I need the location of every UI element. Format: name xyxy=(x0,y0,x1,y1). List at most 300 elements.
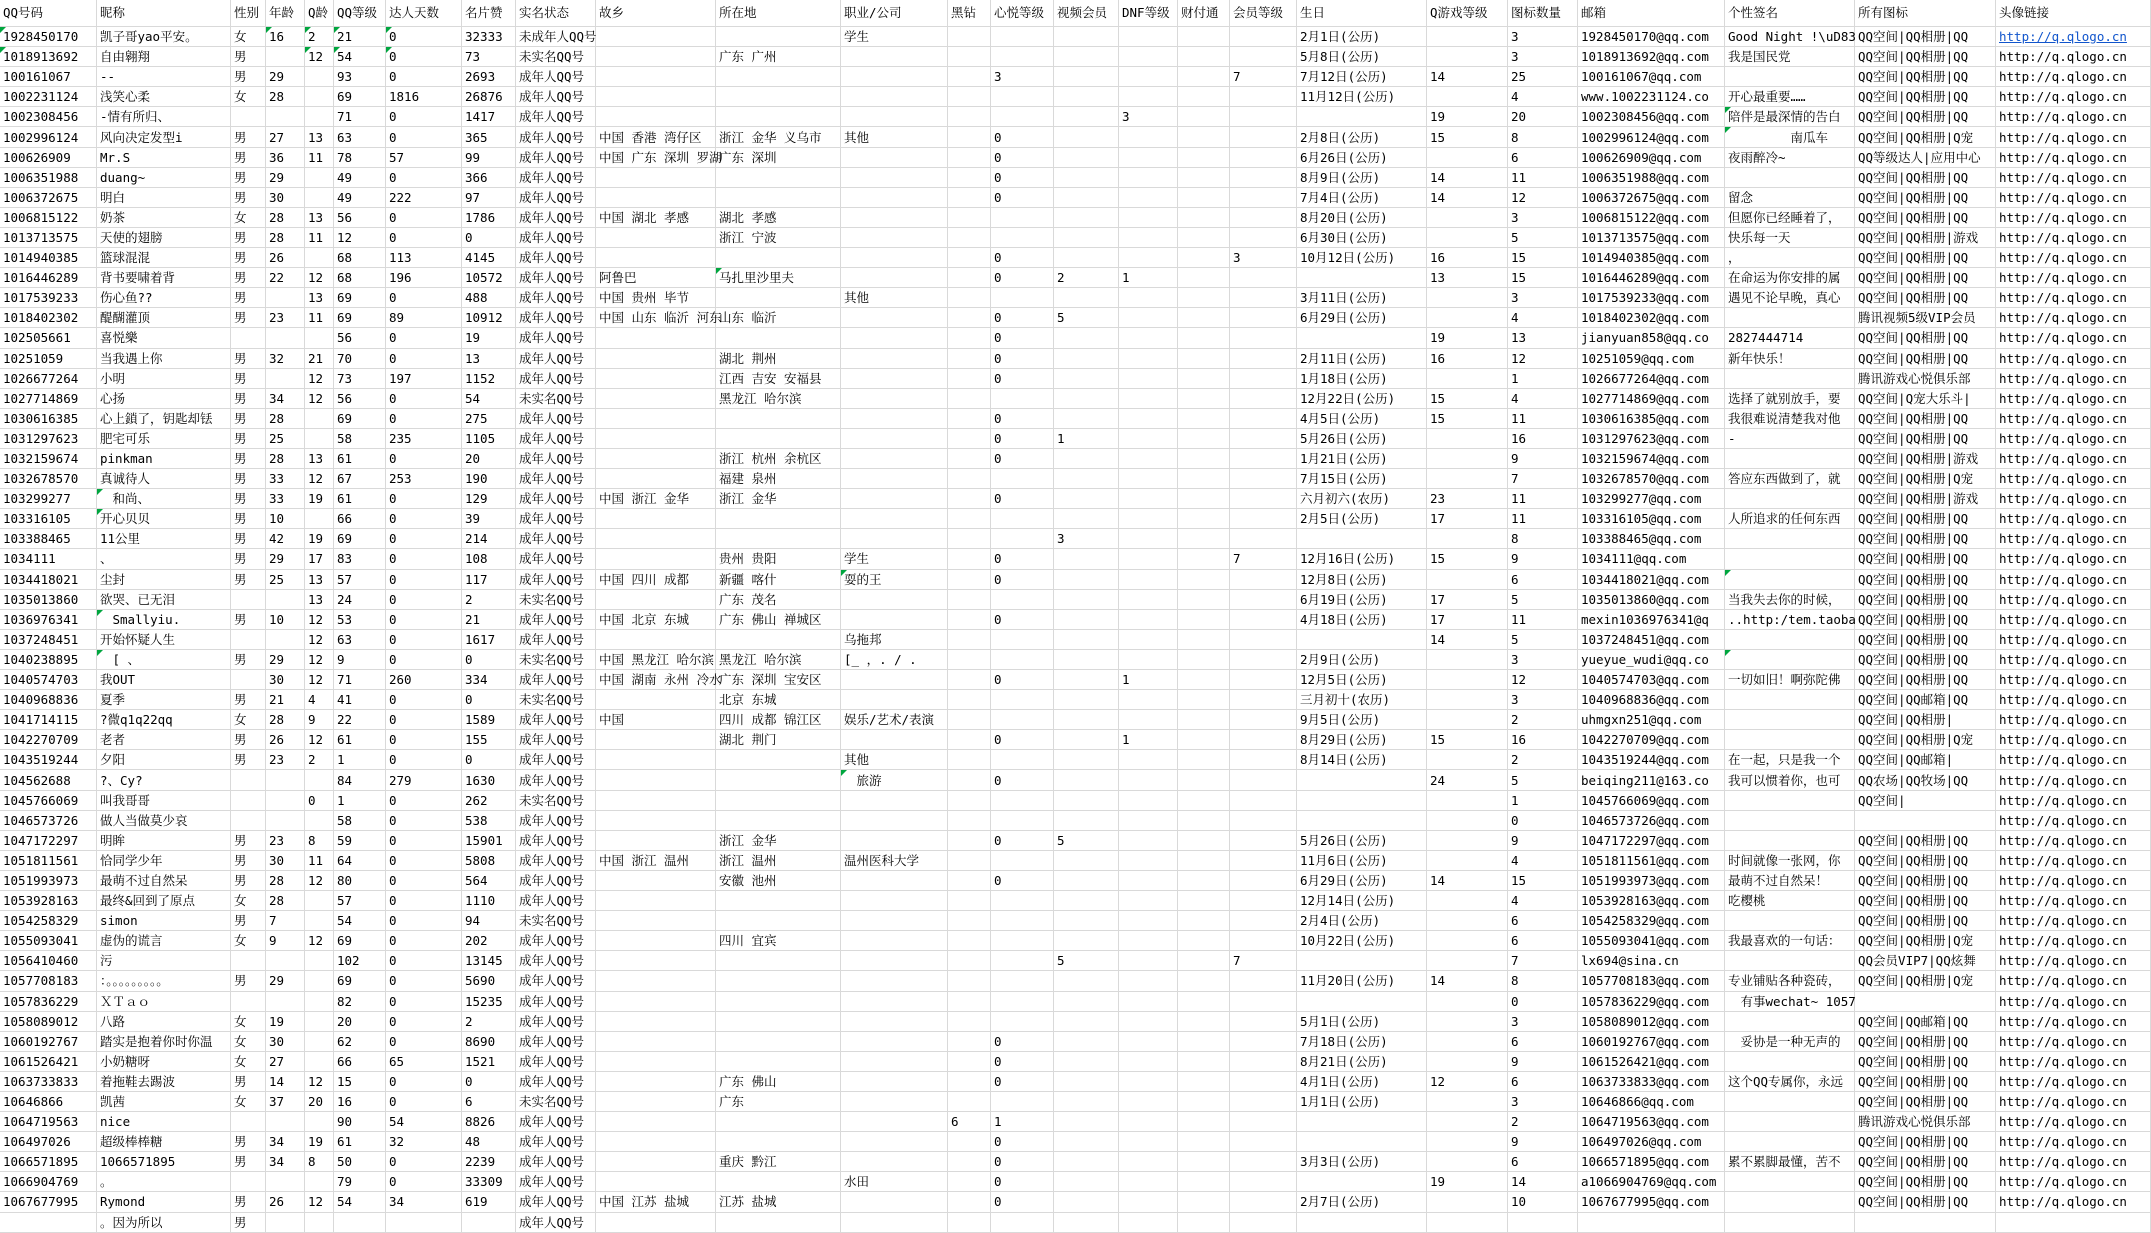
cell-dnf[interactable] xyxy=(1119,148,1178,168)
cell-vip[interactable] xyxy=(1230,449,1297,469)
cell-dnf[interactable] xyxy=(1119,770,1178,790)
cell-job[interactable]: 耍的王 xyxy=(841,570,948,590)
cell-zan[interactable]: 73 xyxy=(462,47,516,67)
cell-dnf[interactable] xyxy=(1119,951,1178,971)
cell-iconn[interactable]: 9 xyxy=(1508,449,1578,469)
cell-vip[interactable] xyxy=(1230,690,1297,710)
cell-level[interactable] xyxy=(334,1213,386,1233)
cell-dnf[interactable] xyxy=(1119,349,1178,369)
cell-bday[interactable]: 4月1日(公历) xyxy=(1297,1072,1427,1092)
cell-heizuan[interactable] xyxy=(948,489,991,509)
cell-sex[interactable]: 男 xyxy=(231,871,266,891)
cell-job[interactable] xyxy=(841,429,948,449)
cell-zan[interactable]: 2693 xyxy=(462,67,516,87)
cell-cft[interactable] xyxy=(1178,87,1230,107)
cell-dnf[interactable] xyxy=(1119,47,1178,67)
cell-zan[interactable]: 0 xyxy=(462,750,516,770)
cell-qq[interactable]: 1040238895 xyxy=(0,650,97,670)
cell-sig[interactable] xyxy=(1725,1132,1855,1152)
cell-email[interactable]: 1018402302@qq.com xyxy=(1578,308,1725,328)
cell-zan[interactable]: 8826 xyxy=(462,1112,516,1132)
cell-loc[interactable]: 湖北 荆州 xyxy=(716,349,841,369)
cell-zan[interactable]: 488 xyxy=(462,288,516,308)
cell-age[interactable]: 28 xyxy=(266,87,305,107)
cell-cft[interactable] xyxy=(1178,891,1230,911)
avatar-link-cell[interactable]: http://q.qlogo.cn xyxy=(1996,951,2151,971)
cell-email[interactable]: 100161067@qq.com xyxy=(1578,67,1725,87)
cell-iconn[interactable]: 6 xyxy=(1508,911,1578,931)
cell-nick[interactable]: ＸＴａｏ xyxy=(97,992,231,1012)
cell-email[interactable]: mexin1036976341@q xyxy=(1578,610,1725,630)
cell-allicons[interactable]: QQ空间|QQ相册|Q宠 xyxy=(1855,730,1996,750)
cell-cft[interactable] xyxy=(1178,791,1230,811)
cell-dnf[interactable] xyxy=(1119,590,1178,610)
cell-sex[interactable]: 男 xyxy=(231,851,266,871)
cell-cft[interactable] xyxy=(1178,670,1230,690)
cell-level[interactable]: 69 xyxy=(334,931,386,951)
cell-loc[interactable] xyxy=(716,107,841,127)
cell-qage[interactable] xyxy=(305,1112,334,1132)
cell-qage[interactable]: 19 xyxy=(305,1132,334,1152)
cell-xinyue[interactable]: 0 xyxy=(991,489,1054,509)
cell-video[interactable] xyxy=(1054,971,1119,991)
cell-bday[interactable] xyxy=(1297,1172,1427,1192)
cell-video[interactable] xyxy=(1054,469,1119,489)
cell-job[interactable] xyxy=(841,148,948,168)
cell-xinyue[interactable] xyxy=(991,710,1054,730)
cell-video[interactable] xyxy=(1054,690,1119,710)
cell-video[interactable] xyxy=(1054,188,1119,208)
cell-nick[interactable]: 浅笑心柔 xyxy=(97,87,231,107)
cell-job[interactable] xyxy=(841,971,948,991)
cell-email[interactable]: 1016446289@qq.com xyxy=(1578,268,1725,288)
cell-daren[interactable]: 0 xyxy=(386,27,462,47)
cell-dnf[interactable] xyxy=(1119,630,1178,650)
cell-job[interactable] xyxy=(841,1112,948,1132)
avatar-link-cell[interactable]: http://q.qlogo.cn xyxy=(1996,750,2151,770)
cell-qq[interactable]: 1067677995 xyxy=(0,1192,97,1212)
cell-zan[interactable]: 10572 xyxy=(462,268,516,288)
cell-loc[interactable] xyxy=(716,429,841,449)
cell-loc[interactable]: 贵州 贵阳 xyxy=(716,549,841,569)
cell-heizuan[interactable] xyxy=(948,328,991,348)
cell-loc[interactable] xyxy=(716,1112,841,1132)
cell-email[interactable]: a1066904769@qq.com xyxy=(1578,1172,1725,1192)
cell-xinyue[interactable]: 0 xyxy=(991,268,1054,288)
cell-nick[interactable]: 我OUT xyxy=(97,670,231,690)
cell-level[interactable]: 62 xyxy=(334,1032,386,1052)
cell-zan[interactable]: 334 xyxy=(462,670,516,690)
cell-email[interactable]: 1032678570@qq.com xyxy=(1578,469,1725,489)
cell-real[interactable]: 未实名QQ号 xyxy=(516,590,596,610)
cell-xinyue[interactable] xyxy=(991,931,1054,951)
cell-heizuan[interactable] xyxy=(948,770,991,790)
cell-video[interactable] xyxy=(1054,570,1119,590)
cell-heizuan[interactable] xyxy=(948,288,991,308)
cell-sex[interactable]: 男 xyxy=(231,429,266,449)
cell-home[interactable] xyxy=(596,228,716,248)
column-header-iconn[interactable]: 图标数量 xyxy=(1508,0,1578,27)
cell-iconn[interactable]: 15 xyxy=(1508,248,1578,268)
cell-level[interactable]: 67 xyxy=(334,469,386,489)
cell-home[interactable] xyxy=(596,27,716,47)
cell-iconn[interactable]: 3 xyxy=(1508,1092,1578,1112)
cell-vip[interactable] xyxy=(1230,1072,1297,1092)
cell-bday[interactable]: 11月12日(公历) xyxy=(1297,87,1427,107)
cell-qgame[interactable]: 14 xyxy=(1427,971,1508,991)
cell-xinyue[interactable] xyxy=(991,469,1054,489)
cell-qq[interactable]: 1061526421 xyxy=(0,1052,97,1072)
cell-vip[interactable] xyxy=(1230,349,1297,369)
cell-cft[interactable] xyxy=(1178,469,1230,489)
cell-video[interactable] xyxy=(1054,590,1119,610)
cell-home[interactable]: 中国 贵州 毕节 xyxy=(596,288,716,308)
cell-video[interactable]: 3 xyxy=(1054,529,1119,549)
cell-real[interactable]: 成年人QQ号 xyxy=(516,931,596,951)
cell-email[interactable]: 1035013860@qq.com xyxy=(1578,590,1725,610)
cell-iconn[interactable]: 3 xyxy=(1508,690,1578,710)
cell-allicons[interactable]: QQ空间|QQ相册|Q宠 xyxy=(1855,469,1996,489)
cell-qq[interactable]: 1058089012 xyxy=(0,1012,97,1032)
cell-heizuan[interactable] xyxy=(948,871,991,891)
cell-loc[interactable] xyxy=(716,911,841,931)
cell-nick[interactable]: 超级棒棒糖 xyxy=(97,1132,231,1152)
cell-dnf[interactable] xyxy=(1119,690,1178,710)
cell-email[interactable]: 1006372675@qq.com xyxy=(1578,188,1725,208)
cell-home[interactable] xyxy=(596,690,716,710)
cell-real[interactable]: 未实名QQ号 xyxy=(516,911,596,931)
cell-vip[interactable] xyxy=(1230,1112,1297,1132)
cell-loc[interactable] xyxy=(716,67,841,87)
cell-video[interactable] xyxy=(1054,730,1119,750)
cell-real[interactable]: 成年人QQ号 xyxy=(516,1132,596,1152)
cell-xinyue[interactable] xyxy=(991,208,1054,228)
cell-heizuan[interactable] xyxy=(948,610,991,630)
cell-real[interactable]: 成年人QQ号 xyxy=(516,1192,596,1212)
cell-age[interactable]: 42 xyxy=(266,529,305,549)
cell-sex[interactable]: 女 xyxy=(231,27,266,47)
cell-heizuan[interactable] xyxy=(948,549,991,569)
cell-xinyue[interactable] xyxy=(991,1213,1054,1233)
avatar-link-cell[interactable]: http://q.qlogo.cn xyxy=(1996,1072,2151,1092)
cell-iconn[interactable]: 8 xyxy=(1508,529,1578,549)
cell-video[interactable]: 2 xyxy=(1054,268,1119,288)
cell-xinyue[interactable]: 0 xyxy=(991,871,1054,891)
cell-heizuan[interactable] xyxy=(948,228,991,248)
cell-age[interactable]: 9 xyxy=(266,931,305,951)
cell-iconn[interactable]: 0 xyxy=(1508,992,1578,1012)
cell-loc[interactable]: 浙江 杭州 余杭区 xyxy=(716,449,841,469)
cell-xinyue[interactable]: 0 xyxy=(991,1052,1054,1072)
avatar-link-cell[interactable]: http://q.qlogo.cn xyxy=(1996,168,2151,188)
cell-daren[interactable]: 253 xyxy=(386,469,462,489)
cell-zan[interactable]: 0 xyxy=(462,228,516,248)
cell-xinyue[interactable] xyxy=(991,529,1054,549)
cell-qq[interactable]: 1035013860 xyxy=(0,590,97,610)
cell-qage[interactable]: 12 xyxy=(305,730,334,750)
cell-job[interactable] xyxy=(841,188,948,208)
cell-job[interactable]: 学生 xyxy=(841,27,948,47)
cell-allicons[interactable]: QQ空间|QQ相册|QQ xyxy=(1855,107,1996,127)
cell-nick[interactable]: 八路 xyxy=(97,1012,231,1032)
cell-cft[interactable] xyxy=(1178,971,1230,991)
cell-age[interactable]: 30 xyxy=(266,670,305,690)
cell-zan[interactable]: 48 xyxy=(462,1132,516,1152)
cell-cft[interactable] xyxy=(1178,911,1230,931)
cell-heizuan[interactable] xyxy=(948,811,991,831)
cell-age[interactable]: 34 xyxy=(266,1132,305,1152)
cell-home[interactable]: 中国 黑龙江 哈尔滨 xyxy=(596,650,716,670)
cell-vip[interactable] xyxy=(1230,971,1297,991)
cell-qq[interactable]: 1051811561 xyxy=(0,851,97,871)
cell-level[interactable]: 24 xyxy=(334,590,386,610)
cell-age[interactable]: 26 xyxy=(266,248,305,268)
cell-heizuan[interactable] xyxy=(948,931,991,951)
cell-qq[interactable]: 1006351988 xyxy=(0,168,97,188)
cell-email[interactable]: 1058089012@qq.com xyxy=(1578,1012,1725,1032)
cell-email[interactable]: 103299277@qq.com xyxy=(1578,489,1725,509)
cell-age[interactable]: 34 xyxy=(266,1152,305,1172)
cell-home[interactable] xyxy=(596,1092,716,1112)
cell-iconn[interactable]: 11 xyxy=(1508,489,1578,509)
cell-real[interactable]: 成年人QQ号 xyxy=(516,971,596,991)
avatar-link-cell[interactable]: http://q.qlogo.cn xyxy=(1996,1192,2151,1212)
column-header-qage[interactable]: Q龄 xyxy=(305,0,334,27)
cell-xinyue[interactable] xyxy=(991,791,1054,811)
cell-qq[interactable]: 1928450170 xyxy=(0,27,97,47)
avatar-link-cell[interactable]: http://q.qlogo.cn xyxy=(1996,1132,2151,1152)
cell-sig[interactable] xyxy=(1725,630,1855,650)
cell-dnf[interactable] xyxy=(1119,1012,1178,1032)
cell-job[interactable] xyxy=(841,931,948,951)
cell-zan[interactable]: 2239 xyxy=(462,1152,516,1172)
cell-zan[interactable]: 19 xyxy=(462,328,516,348)
cell-email[interactable]: 10646866@qq.com xyxy=(1578,1092,1725,1112)
cell-sex[interactable]: 男 xyxy=(231,369,266,389)
cell-sex[interactable]: 男 xyxy=(231,650,266,670)
cell-real[interactable]: 未成年人QQ号 xyxy=(516,27,596,47)
cell-qage[interactable]: 12 xyxy=(305,389,334,409)
cell-heizuan[interactable] xyxy=(948,1012,991,1032)
cell-sig[interactable] xyxy=(1725,1012,1855,1032)
cell-heizuan[interactable] xyxy=(948,449,991,469)
cell-cft[interactable] xyxy=(1178,47,1230,67)
cell-sig[interactable]: 累不累脚最懂，苦不 xyxy=(1725,1152,1855,1172)
cell-dnf[interactable]: 1 xyxy=(1119,670,1178,690)
cell-dnf[interactable] xyxy=(1119,811,1178,831)
cell-iconn[interactable]: 13 xyxy=(1508,328,1578,348)
cell-iconn[interactable]: 25 xyxy=(1508,67,1578,87)
cell-qage[interactable]: 21 xyxy=(305,349,334,369)
cell-home[interactable]: 中国 山东 临沂 河东 xyxy=(596,308,716,328)
cell-real[interactable]: 成年人QQ号 xyxy=(516,1052,596,1072)
cell-allicons[interactable]: QQ空间|QQ相册|QQ xyxy=(1855,570,1996,590)
cell-daren[interactable]: 0 xyxy=(386,228,462,248)
cell-xinyue[interactable]: 0 xyxy=(991,248,1054,268)
cell-qq[interactable]: 1042270709 xyxy=(0,730,97,750)
cell-zan[interactable]: 4145 xyxy=(462,248,516,268)
column-header-dnf[interactable]: DNF等级 xyxy=(1119,0,1178,27)
cell-level[interactable]: 49 xyxy=(334,168,386,188)
cell-job[interactable] xyxy=(841,409,948,429)
cell-sex[interactable]: 男 xyxy=(231,549,266,569)
cell-age[interactable] xyxy=(266,630,305,650)
cell-qq[interactable]: 100161067 xyxy=(0,67,97,87)
cell-xinyue[interactable] xyxy=(991,690,1054,710)
cell-job[interactable] xyxy=(841,1192,948,1212)
cell-iconn[interactable]: 11 xyxy=(1508,409,1578,429)
cell-nick[interactable]: 心扬 xyxy=(97,389,231,409)
cell-home[interactable] xyxy=(596,409,716,429)
cell-qq[interactable]: 1034111 xyxy=(0,549,97,569)
cell-nick[interactable]: 当我遇上你 xyxy=(97,349,231,369)
cell-sex[interactable]: 男 xyxy=(231,971,266,991)
cell-qgame[interactable] xyxy=(1427,1132,1508,1152)
cell-video[interactable] xyxy=(1054,931,1119,951)
cell-level[interactable]: 61 xyxy=(334,1132,386,1152)
cell-allicons[interactable] xyxy=(1855,1213,1996,1233)
cell-home[interactable] xyxy=(596,328,716,348)
cell-qgame[interactable] xyxy=(1427,87,1508,107)
cell-bday[interactable]: 10月22日(公历) xyxy=(1297,931,1427,951)
cell-qq[interactable]: 1031297623 xyxy=(0,429,97,449)
cell-allicons[interactable]: QQ空间|QQ相册|QQ xyxy=(1855,87,1996,107)
cell-heizuan[interactable] xyxy=(948,127,991,147)
cell-qq[interactable]: 1043519244 xyxy=(0,750,97,770)
cell-zan[interactable]: 2 xyxy=(462,590,516,610)
cell-qgame[interactable] xyxy=(1427,1112,1508,1132)
cell-home[interactable] xyxy=(596,529,716,549)
cell-real[interactable]: 成年人QQ号 xyxy=(516,328,596,348)
cell-qq[interactable]: 1057836229 xyxy=(0,992,97,1012)
avatar-link-cell[interactable]: http://q.qlogo.cn xyxy=(1996,1012,2151,1032)
cell-sex[interactable]: 男 xyxy=(231,1132,266,1152)
cell-level[interactable]: 78 xyxy=(334,148,386,168)
cell-heizuan[interactable] xyxy=(948,1172,991,1192)
cell-home[interactable] xyxy=(596,1132,716,1152)
cell-video[interactable] xyxy=(1054,630,1119,650)
cell-home[interactable]: 中国 江苏 盐城 xyxy=(596,1192,716,1212)
cell-level[interactable]: 73 xyxy=(334,369,386,389)
cell-vip[interactable] xyxy=(1230,1132,1297,1152)
cell-iconn[interactable]: 11 xyxy=(1508,610,1578,630)
cell-qgame[interactable] xyxy=(1427,791,1508,811)
column-header-zan[interactable]: 名片赞 xyxy=(462,0,516,27)
cell-xinyue[interactable]: 0 xyxy=(991,570,1054,590)
cell-home[interactable] xyxy=(596,770,716,790)
cell-real[interactable]: 未实名QQ号 xyxy=(516,47,596,67)
cell-home[interactable] xyxy=(596,1172,716,1192)
cell-home[interactable] xyxy=(596,1052,716,1072)
cell-bday[interactable]: 11月20日(公历) xyxy=(1297,971,1427,991)
cell-nick[interactable]: 小明 xyxy=(97,369,231,389)
cell-job[interactable] xyxy=(841,791,948,811)
cell-cft[interactable] xyxy=(1178,590,1230,610)
cell-nick[interactable]: 。 xyxy=(97,1172,231,1192)
cell-xinyue[interactable] xyxy=(991,47,1054,67)
cell-bday[interactable]: 4月5日(公历) xyxy=(1297,409,1427,429)
cell-cft[interactable] xyxy=(1178,127,1230,147)
cell-loc[interactable] xyxy=(716,168,841,188)
cell-nick[interactable]: ：。。。。。。。。。 xyxy=(97,971,231,991)
cell-iconn[interactable]: 6 xyxy=(1508,570,1578,590)
cell-daren[interactable]: 0 xyxy=(386,389,462,409)
cell-age[interactable]: 27 xyxy=(266,127,305,147)
cell-qage[interactable] xyxy=(305,911,334,931)
cell-age[interactable]: 36 xyxy=(266,148,305,168)
cell-level[interactable]: 84 xyxy=(334,770,386,790)
cell-allicons[interactable]: QQ空间|QQ相册|QQ xyxy=(1855,1132,1996,1152)
cell-bday[interactable]: 2月11日(公历) xyxy=(1297,349,1427,369)
cell-zan[interactable]: 108 xyxy=(462,549,516,569)
cell-xinyue[interactable] xyxy=(991,288,1054,308)
cell-qgame[interactable] xyxy=(1427,951,1508,971)
cell-email[interactable]: 1063733833@qq.com xyxy=(1578,1072,1725,1092)
cell-qq[interactable]: 1045766069 xyxy=(0,791,97,811)
cell-email[interactable]: 1013713575@qq.com xyxy=(1578,228,1725,248)
cell-sex[interactable]: 男 xyxy=(231,288,266,308)
cell-daren[interactable]: 0 xyxy=(386,1092,462,1112)
cell-xinyue[interactable]: 0 xyxy=(991,349,1054,369)
cell-sex[interactable]: 男 xyxy=(231,409,266,429)
cell-level[interactable]: 54 xyxy=(334,47,386,67)
cell-dnf[interactable] xyxy=(1119,168,1178,188)
cell-home[interactable] xyxy=(596,630,716,650)
avatar-link-cell[interactable]: http://q.qlogo.cn xyxy=(1996,911,2151,931)
cell-level[interactable]: 63 xyxy=(334,127,386,147)
cell-zan[interactable]: 1617 xyxy=(462,630,516,650)
cell-email[interactable]: 1017539233@qq.com xyxy=(1578,288,1725,308)
cell-level[interactable]: 56 xyxy=(334,328,386,348)
column-header-heizuan[interactable]: 黑钻 xyxy=(948,0,991,27)
cell-qq[interactable]: 1016446289 xyxy=(0,268,97,288)
cell-age[interactable]: 23 xyxy=(266,308,305,328)
cell-sig[interactable]: 夜雨醉冷~ xyxy=(1725,148,1855,168)
cell-email[interactable]: 1042270709@qq.com xyxy=(1578,730,1725,750)
cell-daren[interactable]: 0 xyxy=(386,328,462,348)
cell-age[interactable]: 37 xyxy=(266,1092,305,1112)
cell-video[interactable] xyxy=(1054,1032,1119,1052)
cell-qage[interactable]: 12 xyxy=(305,871,334,891)
cell-cft[interactable] xyxy=(1178,389,1230,409)
cell-sig[interactable] xyxy=(1725,570,1855,590)
cell-job[interactable]: 旅游 xyxy=(841,770,948,790)
cell-level[interactable]: 93 xyxy=(334,67,386,87)
cell-loc[interactable]: 江苏 盐城 xyxy=(716,1192,841,1212)
cell-age[interactable]: 25 xyxy=(266,429,305,449)
cell-xinyue[interactable]: 0 xyxy=(991,770,1054,790)
cell-nick[interactable]: nice xyxy=(97,1112,231,1132)
cell-level[interactable]: 22 xyxy=(334,710,386,730)
cell-loc[interactable] xyxy=(716,1052,841,1072)
cell-age[interactable]: 19 xyxy=(266,1012,305,1032)
cell-email[interactable]: 1061526421@qq.com xyxy=(1578,1052,1725,1072)
cell-email[interactable]: 1034111@qq.com xyxy=(1578,549,1725,569)
avatar-link-cell[interactable]: http://q.qlogo.cn xyxy=(1996,730,2151,750)
cell-sig[interactable]: 专业铺贴各种瓷砖， xyxy=(1725,971,1855,991)
cell-zan[interactable]: 0 xyxy=(462,1072,516,1092)
cell-video[interactable]: 5 xyxy=(1054,308,1119,328)
cell-sex[interactable]: 男 xyxy=(231,228,266,248)
cell-age[interactable] xyxy=(266,770,305,790)
cell-job[interactable] xyxy=(841,87,948,107)
cell-real[interactable]: 成年人QQ号 xyxy=(516,268,596,288)
cell-loc[interactable]: 广东 佛山 禅城区 xyxy=(716,610,841,630)
cell-qgame[interactable] xyxy=(1427,1032,1508,1052)
cell-bday[interactable]: 5月8日(公历) xyxy=(1297,47,1427,67)
avatar-link-cell[interactable]: http://q.qlogo.cn xyxy=(1996,308,2151,328)
cell-real[interactable]: 成年人QQ号 xyxy=(516,127,596,147)
